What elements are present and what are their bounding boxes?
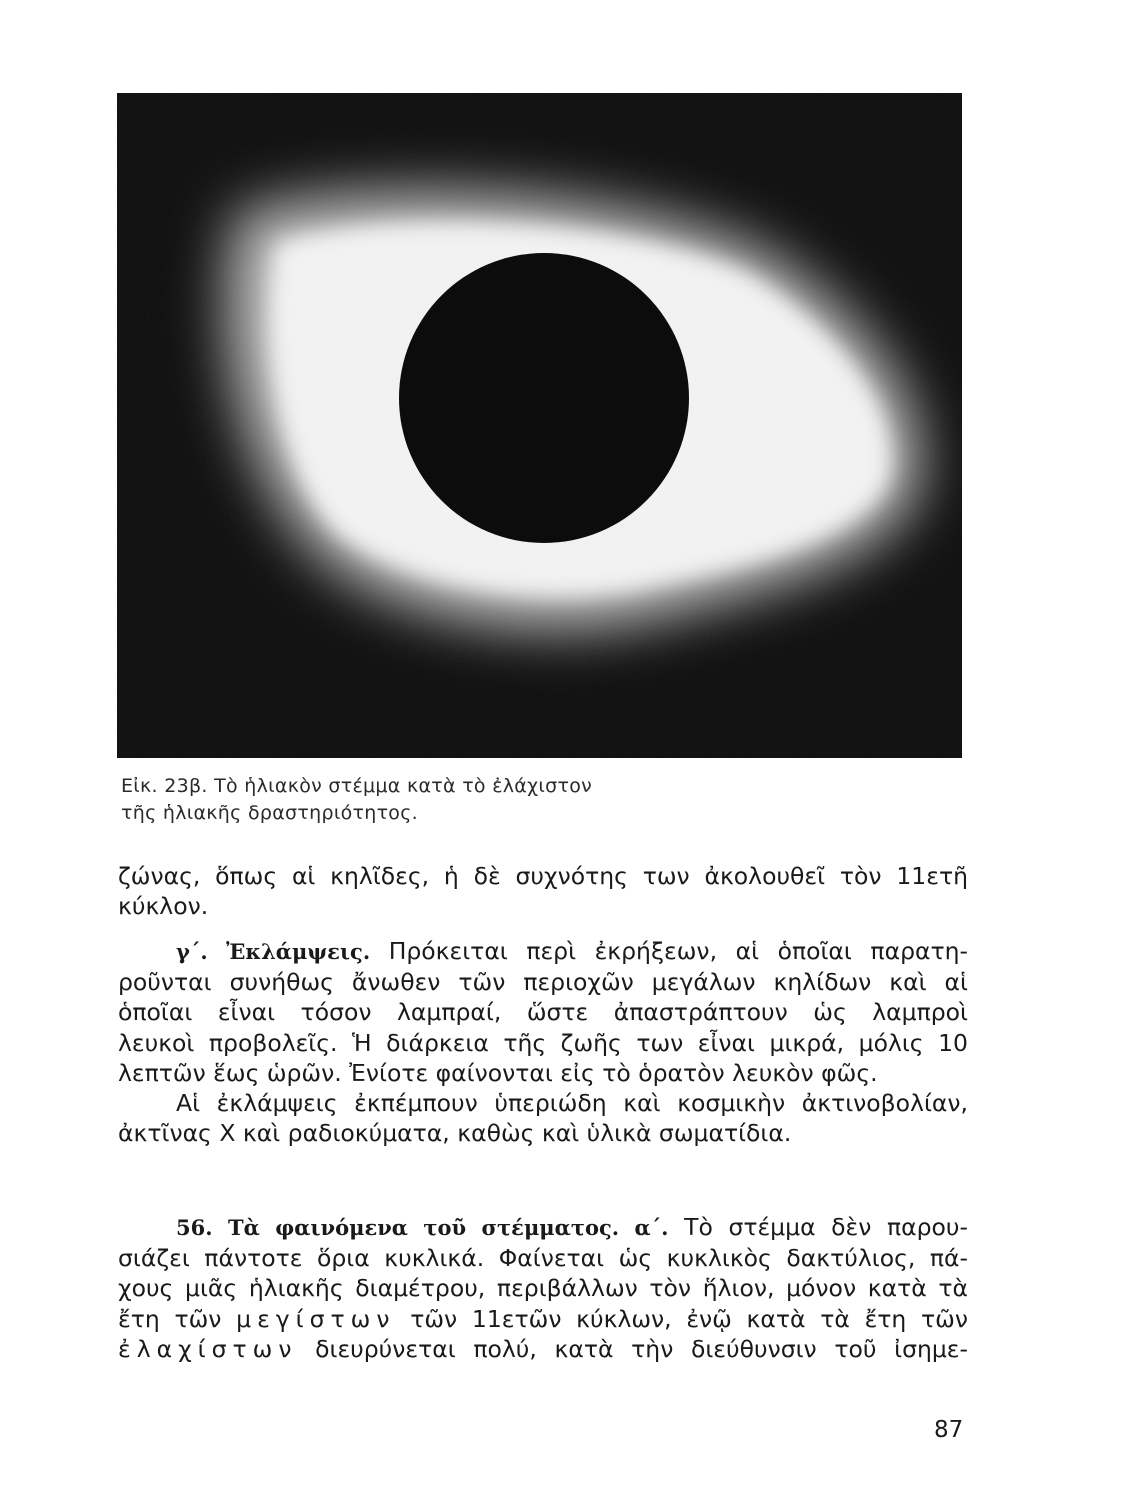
- solar-corona-image: [117, 93, 962, 758]
- text-line: [118, 1212, 968, 1243]
- text-line: ζώνας, ὅπως αἱ κηλῖδες, ἡ δὲ συχνότης των ἀκολουθεῖ τὸν 11ετῆ: [118, 862, 968, 890]
- caption-line: Εἰκ. 23β. Τὸ ἡλιακὸν στέμμα κατὰ τὸ ἐλάχιστον: [121, 775, 593, 797]
- text-line: χους μιᾶς ἡλιακῆς διαμέτρου, περιβάλλων τὸν ἥλιον, μόνον κατὰ τὰ: [118, 1274, 968, 1303]
- text-segment: τῶν 11ετῶν κύκλων, ἐνῷ κατὰ τὰ ἔτη τῶν: [410, 1304, 968, 1333]
- solar-corona-photo: [117, 93, 962, 758]
- figure-caption: [121, 773, 821, 827]
- text-segment: Πρόκειται περὶ ἐκρήξεων, αἱ ὁποῖαι παρατη-: [388, 937, 969, 965]
- paragraph-zones: [118, 861, 968, 921]
- text-segment: Τὸ στέμμα δὲν παρου-: [684, 1213, 968, 1241]
- text-segment: διευρύνεται πολύ, κατὰ τὴν διεύθυνσιν τοῦ ἰσημε-: [315, 1334, 968, 1363]
- spaced-emphasis: μεγίστων: [236, 1304, 396, 1333]
- text-line: ἀκτῖνας Χ καὶ ραδιοκύματα, καθὼς καὶ ὑλικὰ σωματίδια.: [118, 1119, 792, 1148]
- spaced-emphasis: ἐλαχίστων: [118, 1334, 298, 1363]
- text-line: λεπτῶν ἕως ὡρῶν. Ἐνίοτε φαίνονται εἰς τὸ ὁρατὸν λευκὸν φῶς.: [118, 1058, 878, 1087]
- text-line: λευκοὶ προβολεῖς. Ἡ διάρκεια τῆς ζωῆς των εἶναι μικρά, μόλις 10: [118, 1028, 968, 1057]
- text-line: [118, 1334, 968, 1364]
- caption-line: τῆς ἡλιακῆς δραστηριότητος.: [121, 802, 419, 824]
- paragraph-flares: [118, 936, 968, 1148]
- text-line: σιάζει πάντοτε ὅρια κυκλικά. Φαίνεται ὡς κυκλικὸς δακτύλιος, πά-: [118, 1244, 968, 1273]
- section-heading-56: 56. Τὰ φαινόμενα τοῦ στέμματος. α΄.: [176, 1215, 669, 1240]
- paragraph-corona-phenomena: [118, 1212, 968, 1364]
- text-line: ὁποῖαι εἶναι τόσον λαμπραί, ὥστε ἀπαστράπτουν ὡς λαμπροὶ: [118, 998, 968, 1027]
- text-line: Αἱ ἐκλάμψεις ἐκπέμπουν ὑπεριώδη καὶ κοσμικὴν ἀκτινοβολίαν,: [176, 1089, 968, 1118]
- text-line: [118, 936, 968, 967]
- text-segment: ἔτη τῶν: [118, 1304, 222, 1333]
- text-line: κύκλον.: [118, 892, 209, 921]
- text-line: ροῦνται συνήθως ἄνωθεν τῶν περιοχῶν μεγάλων κηλίδων καὶ αἱ: [118, 968, 968, 997]
- text-line: [118, 1304, 968, 1334]
- section-heading-flares: γ΄. Ἐκλάμψεις.: [176, 939, 371, 964]
- page-number: 87: [934, 1417, 964, 1443]
